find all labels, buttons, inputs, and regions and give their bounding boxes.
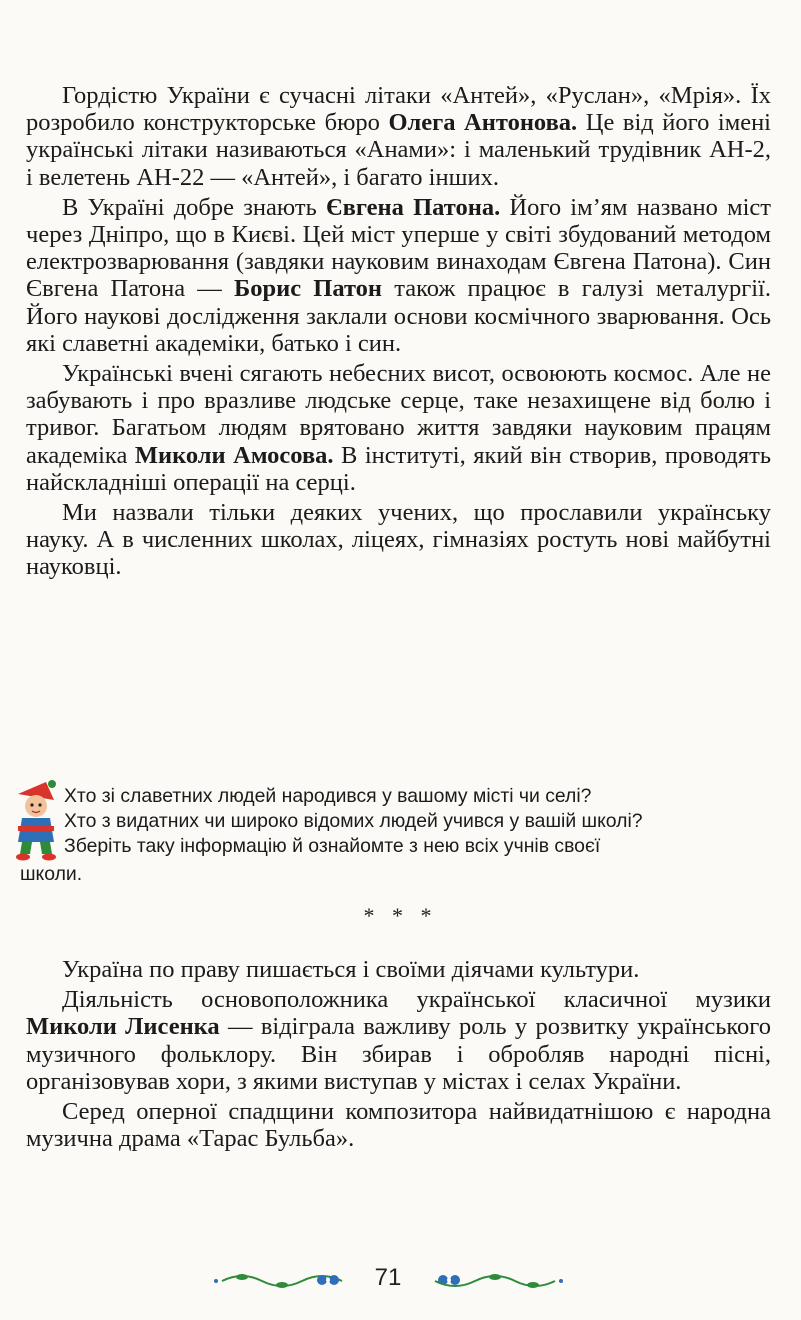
task-block	[8, 780, 768, 890]
bold-name: Миколи Амосова.	[134, 441, 334, 469]
paragraph-text: В інституті, який він створив, проводять найскладніші операції на серці.	[26, 441, 771, 496]
body-text-bottom	[26, 956, 771, 1155]
paragraph-text: Це від його імені українські літаки називаються «Анами»: і маленький трудівник АН-2, і велетень АН-22 — «Антей», і багато інших.	[26, 109, 771, 191]
task-instruction-end: школи.	[20, 863, 83, 885]
paragraph-text: Українські вчені сягають небесних висот, освоюють космос. Але не забувають і про вразливе людське серце, таке незахищене від болю і тривог. Багатьом людям врятовано життя завдяки науковим працям академіка	[26, 360, 771, 469]
paragraph-text: також працює в галузі металургії. Його наукові дослідження заклали основи космічного зварювання. Ось які славетні академіки, батько і син.	[26, 275, 771, 357]
task-instruction: Зберіть таку інформацію й ознайомте з нею всіх учнів своєї	[64, 835, 601, 858]
paragraph	[26, 194, 771, 357]
task-question-2: Хто з видатних чи широко відомих людей учився у вашій школі?	[64, 810, 643, 833]
paragraph	[26, 1098, 771, 1152]
paragraph	[26, 82, 771, 191]
paragraph-text: Серед оперної спадщини композитора найвидатнішою є народна музична драма «Тарас Бульба».	[26, 1098, 771, 1153]
paragraph-text: — відіграла важливу роль у розвитку українського музичного фольклору. Він збирав і обробляв народні пісні, організовував хори, з якими виступав у містах і селах України.	[26, 1013, 771, 1095]
paragraph-text: Його ім’ям названо міст через Дніпро, що в Києві. Цей міст уперше у світі збудований методом електрозварювання (завдяки науковим винаходам Євгена Патона). Син Євгена Патона —	[26, 193, 771, 303]
bold-name: Олега Антонова.	[388, 109, 578, 137]
body-text-top	[26, 82, 771, 584]
page-footer	[0, 1262, 801, 1302]
section-separator: * * *	[363, 903, 438, 928]
paragraph-text: В Україні добре знають	[62, 193, 326, 221]
paragraph	[26, 956, 771, 983]
floral-ornament-icon	[425, 1268, 565, 1292]
bold-name: Євгена Патона.	[325, 193, 501, 221]
paragraph-text: Україна по праву пишається і своїми діячами культури.	[62, 956, 640, 983]
paragraph-text: Гордістю України є сучасні літаки «Антей», «Руслан», «Мрія». Їх розробило конструкторське бюро	[26, 82, 771, 137]
paragraph-text: Ми назвали тільки деяких учених, що прославили українську науку. А в численних школах, ліцеях, гімназіях ростуть нові майбутні науковці.	[26, 499, 771, 581]
bold-name: Борис Патон	[234, 275, 383, 303]
task-question-1: Хто зі славетних людей народився у вашому місті чи селі?	[64, 785, 592, 807]
paragraph	[26, 360, 771, 496]
page-number: 71	[374, 1264, 402, 1291]
paragraph-text: Діяльність основоположника української класичної музики	[62, 986, 771, 1014]
boy-mascot-icon	[8, 780, 64, 862]
bold-name: Миколи Лисенка	[26, 1013, 220, 1041]
paragraph	[26, 986, 771, 1095]
paragraph	[26, 499, 771, 581]
floral-ornament-icon	[212, 1268, 352, 1292]
